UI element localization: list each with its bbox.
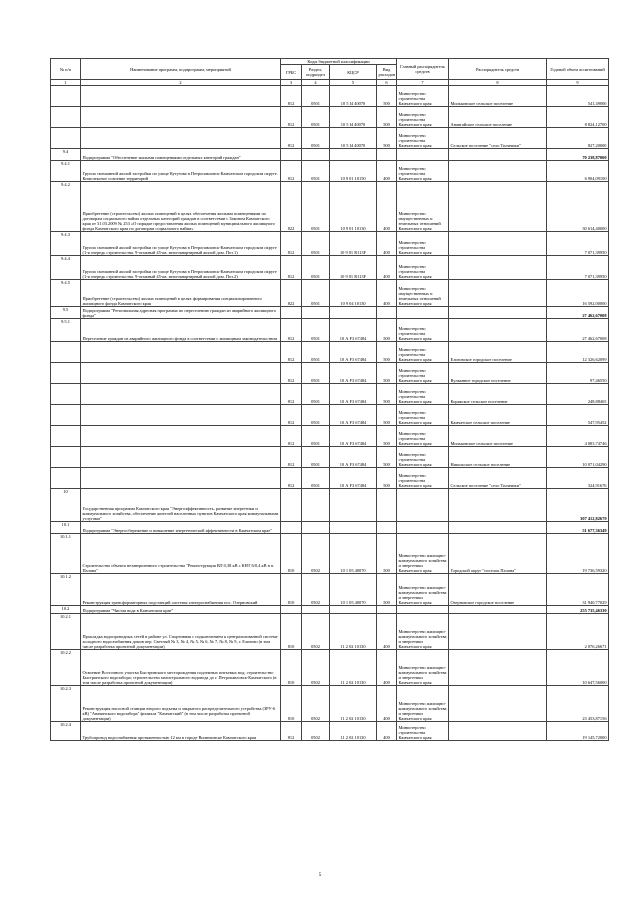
main-manager-cell: Министерство жилищно-коммунального хозяйства и энергетики Камчатского края xyxy=(397,686,449,722)
table-row xyxy=(51,280,609,307)
row-name: Группа смешанной жилой застройки по улице Кутузова в Петропавловск-Камчатском городском округе (1-я очередь строительства. 9-этажный 45-кв. многоквартирный жилой дом. Поз.1) xyxy=(81,232,281,256)
main-manager-cell: Министерство строительства Камчатского края xyxy=(397,161,449,182)
section-cell: 0501 xyxy=(302,342,330,363)
manager-cell: Вулканное городское поселение xyxy=(449,363,547,384)
table-row xyxy=(51,722,609,741)
manager-cell xyxy=(449,307,547,319)
expense-type-cell: 500 xyxy=(377,128,397,149)
expense-type-cell: 400 xyxy=(377,722,397,741)
expense-type-cell: 500 xyxy=(377,363,397,384)
row-name: Приобретение (строительство) жилых помещений в целях обеспечения жилыми помещениями по договорам социального найма отдельных категорий граждан в соответствии с Законом Камчатского края от 31.03.2009 № 253 «О порядке предоставления жилых помещений муниципального жилищного фонда Камчатского края по договорам социального найма» xyxy=(81,182,281,232)
table-row xyxy=(51,256,609,280)
ksr-cell: 10 9 01 R113F xyxy=(330,232,377,256)
row-number: 10.2.3 xyxy=(51,686,81,722)
main-manager-cell: Министерство строительства Камчатского края xyxy=(397,447,449,468)
row-name xyxy=(81,447,281,468)
grbs-cell: 810 xyxy=(281,534,302,574)
row-number: 10.2.4 xyxy=(51,722,81,741)
manager-cell: Мильковское сельское поселение xyxy=(449,86,547,107)
manager-cell xyxy=(449,489,547,522)
main-manager-cell: Министерство строительства Камчатского края xyxy=(397,722,449,741)
sum-cell: 255 735,46330 xyxy=(547,606,609,614)
sum-cell: 324,91676 xyxy=(547,468,609,489)
manager-cell: Озерновское городское поселение xyxy=(449,574,547,606)
manager-cell: Елизовское городское поселение xyxy=(449,342,547,363)
row-name xyxy=(81,107,281,128)
main-manager-cell: Министерство строительства Камчатского края xyxy=(397,107,449,128)
ksr-cell: 10 9 01 10130 xyxy=(330,182,377,232)
budget-table xyxy=(50,58,609,741)
grbs-cell: 812 xyxy=(281,447,302,468)
main-manager-cell: Министерство жилищно-коммунального хозяйства и энергетики Камчатского края xyxy=(397,650,449,686)
header-name: Наименование программ, подпрограмм, мероприятий xyxy=(81,59,281,80)
expense-type-cell: 500 xyxy=(377,447,397,468)
row-number: 9.5.1 xyxy=(51,319,81,342)
grbs-cell: 812 xyxy=(281,86,302,107)
manager-cell: Камчатское сельское поселение xyxy=(449,405,547,426)
ksr-cell: 10 9 04 10130 xyxy=(330,280,377,307)
manager-cell xyxy=(449,256,547,280)
sum-cell: 19 145,72000 xyxy=(547,722,609,741)
manager-cell xyxy=(449,722,547,741)
grbs-cell: 812 xyxy=(281,161,302,182)
row-number: 10.1 xyxy=(51,522,81,534)
expense-type-cell xyxy=(377,522,397,534)
table-row xyxy=(51,307,609,319)
section-cell: 0501 xyxy=(302,426,330,447)
ksr-cell xyxy=(330,606,377,614)
sum-cell: 27 462,67008 xyxy=(547,307,609,319)
ksr-cell: 10 А F3 67484 xyxy=(330,319,377,342)
expense-type-cell: 500 xyxy=(377,107,397,128)
sum-cell: 8 824,12700 xyxy=(547,107,609,128)
ksr-cell: 11 2 02 10130 xyxy=(330,614,377,650)
row-number: 9.4.3 xyxy=(51,232,81,256)
sum-cell: 2 076,26671 xyxy=(547,614,609,650)
section-cell: 0502 xyxy=(302,722,330,741)
grbs-cell xyxy=(281,606,302,614)
header-manager: Распорядитель средств xyxy=(449,59,547,80)
manager-cell: Сельское поселение "село Тиличики" xyxy=(449,128,547,149)
row-name: Подпрограмма "Чистая вода в Камчатском крае" xyxy=(81,606,281,614)
expense-type-cell: 400 xyxy=(377,686,397,722)
main-manager-cell: Министерство строительства Камчатского края xyxy=(397,86,449,107)
column-number: 2 xyxy=(81,80,281,86)
expense-type-cell: 500 xyxy=(377,468,397,489)
row-name: Трубопровод водоснабжения протяженностью 12 км в городе Вилючинске Камчатского края xyxy=(81,722,281,741)
section-cell xyxy=(302,606,330,614)
expense-type-cell xyxy=(377,489,397,522)
column-number: 4 xyxy=(302,80,330,86)
section-cell: 0502 xyxy=(302,534,330,574)
section-cell xyxy=(302,307,330,319)
ksr-cell: 11 2 02 10130 xyxy=(330,650,377,686)
grbs-cell: 812 xyxy=(281,468,302,489)
table-row xyxy=(51,128,609,149)
row-number xyxy=(51,86,81,107)
expense-type-cell: 400 xyxy=(377,650,397,686)
ksr-cell: 10 1 05 40070 xyxy=(330,574,377,606)
section-cell: 0502 xyxy=(302,650,330,686)
expense-type-cell: 500 xyxy=(377,342,397,363)
section-cell xyxy=(302,149,330,161)
table-row xyxy=(51,405,609,426)
sum-cell: 27 462,67008 xyxy=(547,319,609,342)
row-name: Реконструкция трансформаторных подстанций системы электроснабжения пос. Озерновский xyxy=(81,574,281,606)
section-cell: 0501 xyxy=(302,319,330,342)
row-name: Прокладка водопроводных сетей в районе ул. Спортивная с подключением к централизованной системе холодного водоснабжения домов пер. Светлый № 3, № 4, № 5, № 6, № 7, № 8, № 9, г. Елизово (в том числе разработка проектной документации) xyxy=(81,614,281,650)
main-manager-cell xyxy=(397,307,449,319)
table-row xyxy=(51,107,609,128)
row-number: 9.4.2 xyxy=(51,182,81,232)
ksr-cell xyxy=(330,307,377,319)
grbs-cell: 812 xyxy=(281,722,302,741)
expense-type-cell: 500 xyxy=(377,534,397,574)
sum-cell: 30 614,40000 xyxy=(547,182,609,232)
expense-type-cell xyxy=(377,149,397,161)
main-manager-cell xyxy=(397,606,449,614)
header-expense-type: Вид расходов xyxy=(377,65,397,80)
expense-type-cell: 500 xyxy=(377,405,397,426)
grbs-cell: 812 xyxy=(281,384,302,405)
manager-cell xyxy=(449,614,547,650)
sum-cell: 12 326,62099 xyxy=(547,342,609,363)
grbs-cell: 810 xyxy=(281,574,302,606)
column-number: 9 xyxy=(547,80,609,86)
sum-cell: 248,88465 xyxy=(547,384,609,405)
sum-cell: 7 071,39950 xyxy=(547,232,609,256)
main-manager-cell: Министерство строительства Камчатского края xyxy=(397,319,449,342)
main-manager-cell: Министерство строительства Камчатского края xyxy=(397,405,449,426)
manager-cell xyxy=(449,606,547,614)
manager-cell: Мильковское сельское поселение xyxy=(449,426,547,447)
manager-cell xyxy=(449,522,547,534)
sum-cell: 10 647,56000 xyxy=(547,650,609,686)
ksr-cell: 10 А F3 67484 xyxy=(330,426,377,447)
table-header xyxy=(51,59,609,86)
column-number: 7 xyxy=(397,80,449,86)
sum-cell: 19 736,59320 xyxy=(547,534,609,574)
column-number: 6 xyxy=(377,80,397,86)
section-cell: 0501 xyxy=(302,182,330,232)
table-row xyxy=(51,232,609,256)
expense-type-cell: 400 xyxy=(377,232,397,256)
column-number: 8 xyxy=(449,80,547,86)
ksr-cell: 10 9 01 R113F xyxy=(330,256,377,280)
grbs-cell: 812 xyxy=(281,319,302,342)
grbs-cell: 812 xyxy=(281,232,302,256)
row-number: 9.4.4 xyxy=(51,256,81,280)
section-cell: 0501 xyxy=(302,107,330,128)
grbs-cell xyxy=(281,522,302,534)
ksr-cell xyxy=(330,149,377,161)
section-cell: 0501 xyxy=(302,161,330,182)
manager-cell xyxy=(449,232,547,256)
table-row xyxy=(51,149,609,161)
row-name xyxy=(81,426,281,447)
row-number xyxy=(51,128,81,149)
manager-cell xyxy=(449,319,547,342)
row-name: Группа смешанной жилой застройки по улице Кутузова в Петропавловск-Камчатском городском округе (1-я очередь строительства. 9-этажный 45-кв. многоквартирный жилой дом. Поз.2) xyxy=(81,256,281,280)
section-cell: 0501 xyxy=(302,405,330,426)
table-row xyxy=(51,447,609,468)
expense-type-cell: 400 xyxy=(377,182,397,232)
sum-cell: 7 071,39950 xyxy=(547,256,609,280)
ksr-cell: 11 2 02 10130 xyxy=(330,722,377,741)
main-manager-cell: Министерство строительства Камчатского края xyxy=(397,232,449,256)
header-codes: Коды бюджетной классификации xyxy=(281,59,397,65)
row-name xyxy=(81,128,281,149)
sum-cell: 307 412,82679 xyxy=(547,489,609,522)
row-name: Государственная программа Камчатского края "Энергоэффективность, развитие энергетики и коммунального хозяйства, обеспечение жителей населенных пунктов Камчатского края коммунальными услугами" xyxy=(81,489,281,522)
ksr-cell: 10 А F3 67484 xyxy=(330,468,377,489)
expense-type-cell: 400 xyxy=(377,614,397,650)
expense-type-cell: 400 xyxy=(377,280,397,307)
grbs-cell: 812 xyxy=(281,256,302,280)
section-cell: 0502 xyxy=(302,686,330,722)
row-number: 9.4.1 xyxy=(51,161,81,182)
row-number: 9.4 xyxy=(51,149,81,161)
table-row xyxy=(51,614,609,650)
row-number xyxy=(51,405,81,426)
section-cell: 0501 xyxy=(302,256,330,280)
row-name: Подпрограмма "Региональная адресная программа по переселению граждан из аварийного жилищного фонда" xyxy=(81,307,281,319)
main-manager-cell xyxy=(397,149,449,161)
main-manager-cell: Министерство строительства Камчатского края xyxy=(397,426,449,447)
sum-cell: 97,46550 xyxy=(547,363,609,384)
row-number xyxy=(51,342,81,363)
table-row xyxy=(51,161,609,182)
manager-cell: Корякское сельское поселение xyxy=(449,384,547,405)
expense-type-cell xyxy=(377,307,397,319)
table-row xyxy=(51,686,609,722)
grbs-cell xyxy=(281,489,302,522)
section-cell: 0502 xyxy=(302,614,330,650)
main-manager-cell: Министерство жилищно-коммунального хозяйства и энергетики Камчатского края xyxy=(397,574,449,606)
manager-cell: Сельское поселение "село Тиличики" xyxy=(449,468,547,489)
main-manager-cell: Министерство строительства Камчатского края xyxy=(397,342,449,363)
ksr-cell: 10 А F3 67484 xyxy=(330,363,377,384)
main-manager-cell: Министерство строительства Камчатского края xyxy=(397,256,449,280)
expense-type-cell: 500 xyxy=(377,86,397,107)
main-manager-cell xyxy=(397,489,449,522)
table-row xyxy=(51,342,609,363)
row-name xyxy=(81,468,281,489)
ksr-cell xyxy=(330,489,377,522)
page-number: 5 xyxy=(318,873,322,878)
column-number: 5 xyxy=(330,80,377,86)
table-row xyxy=(51,534,609,574)
table-row xyxy=(51,468,609,489)
section-cell: 0501 xyxy=(302,128,330,149)
expense-type-cell xyxy=(377,606,397,614)
header-num: № п/п xyxy=(51,59,81,80)
table-row xyxy=(51,384,609,405)
grbs-cell: 812 xyxy=(281,363,302,384)
row-number: 10.2.2 xyxy=(51,650,81,686)
ksr-cell: 10 А F3 67484 xyxy=(330,405,377,426)
expense-type-cell: 500 xyxy=(377,384,397,405)
row-number xyxy=(51,107,81,128)
row-number: 9.4.5 xyxy=(51,280,81,307)
row-name: Группа смешанной жилой застройки по улице Кутузова в Петропавловск-Камчатском городском округе. Комплексное освоение территорий xyxy=(81,161,281,182)
ksr-cell: 10 5 I4 40070 xyxy=(330,128,377,149)
ksr-cell: 10 5 I4 40070 xyxy=(330,86,377,107)
header-ksr: КЦСР xyxy=(330,65,377,80)
grbs-cell: 810 xyxy=(281,650,302,686)
main-manager-cell: Министерство имущественных и земельных отношений Камчатского края xyxy=(397,280,449,307)
section-cell: 0501 xyxy=(302,468,330,489)
row-number: 10.1.2 xyxy=(51,574,81,606)
sum-cell: 70 238,87000 xyxy=(547,149,609,161)
section-cell: 0501 xyxy=(302,363,330,384)
section-cell: 0502 xyxy=(302,574,330,606)
ksr-cell: 10 9 01 10150 xyxy=(330,161,377,182)
table-row xyxy=(51,319,609,342)
row-name xyxy=(81,363,281,384)
row-number xyxy=(51,447,81,468)
main-manager-cell: Министерство жилищно-коммунального хозяйства и энергетики Камчатского края xyxy=(397,614,449,650)
table-row xyxy=(51,650,609,686)
main-manager-cell xyxy=(397,522,449,534)
grbs-cell: 822 xyxy=(281,182,302,232)
section-cell: 0501 xyxy=(302,280,330,307)
grbs-cell: 812 xyxy=(281,426,302,447)
manager-cell xyxy=(449,280,547,307)
main-manager-cell: Министерство строительства Камчатского края xyxy=(397,128,449,149)
sum-cell: 827,20000 xyxy=(547,128,609,149)
table-row xyxy=(51,363,609,384)
section-cell: 0501 xyxy=(302,384,330,405)
sum-cell: 51 677,36349 xyxy=(547,522,609,534)
main-manager-cell: Министерство жилищно-коммунального хозяйства и энергетики Камчатского края xyxy=(397,534,449,574)
grbs-cell: 822 xyxy=(281,280,302,307)
row-number xyxy=(51,363,81,384)
ksr-cell xyxy=(330,522,377,534)
row-name: Подпрограмма "Энергосбережение и повышение энергетической эффективности в Камчатском крае" xyxy=(81,522,281,534)
section-cell: 0501 xyxy=(302,86,330,107)
row-name xyxy=(81,86,281,107)
section-cell: 0501 xyxy=(302,447,330,468)
grbs-cell: 812 xyxy=(281,342,302,363)
expense-type-cell: 500 xyxy=(377,574,397,606)
row-number xyxy=(51,426,81,447)
table-row xyxy=(51,182,609,232)
table-row xyxy=(51,86,609,107)
row-number: 9.5 xyxy=(51,307,81,319)
column-number: 3 xyxy=(281,80,302,86)
expense-type-cell: 500 xyxy=(377,426,397,447)
sum-cell: 10 071,04290 xyxy=(547,447,609,468)
main-manager-cell: Министерство строительства Камчатского края xyxy=(397,468,449,489)
ksr-cell: 10 5 I4 40070 xyxy=(330,107,377,128)
row-name: Строительство объекта незавершенного строительства "Реконструкция ВЛ 0,38 кВ с КНТ 6/0,4 кВ в п. Палана" xyxy=(81,534,281,574)
table-row xyxy=(51,489,609,522)
grbs-cell: 810 xyxy=(281,686,302,722)
row-name xyxy=(81,384,281,405)
table-row xyxy=(51,522,609,534)
row-name: Реконструкция насосной станции второго подъема и закрытого распределительного устройства (ЗРУ-6 кВ) "Авачинского водозабора" филиала "Камчатский" (в том числе разработка проектной документации) xyxy=(81,686,281,722)
table-body xyxy=(51,86,609,741)
section-cell xyxy=(302,489,330,522)
ksr-cell: 11 2 02 10130 xyxy=(330,686,377,722)
grbs-cell xyxy=(281,307,302,319)
table-row xyxy=(51,426,609,447)
main-manager-cell: Министерство строительства Камчатского края xyxy=(397,363,449,384)
row-name: Переселение граждан из аварийного жилищного фонда в соответствии с жилищным законодательством xyxy=(81,319,281,342)
expense-type-cell: 500 xyxy=(377,319,397,342)
sum-cell: 23 453,87156 xyxy=(547,686,609,722)
sum-cell: 31 940,77029 xyxy=(547,574,609,606)
header-section: Раздел, подраздел xyxy=(302,65,330,80)
row-name: Подпрограмма "Обеспечение жилыми помещениями отдельных категорий граждан" xyxy=(81,149,281,161)
sum-cell: 541,49000 xyxy=(547,86,609,107)
row-name xyxy=(81,405,281,426)
row-name: Приобретение (строительство) жилых помещений в целях формирования специализированного жилищного фонда Камчатского края xyxy=(81,280,281,307)
ksr-cell: 10 А F3 67484 xyxy=(330,447,377,468)
grbs-cell xyxy=(281,149,302,161)
sum-cell: 547,95452 xyxy=(547,405,609,426)
manager-cell xyxy=(449,149,547,161)
ksr-cell: 10 А F3 67484 xyxy=(330,384,377,405)
row-number: 10.2 xyxy=(51,606,81,614)
column-number: 1 xyxy=(51,80,81,86)
manager-cell xyxy=(449,182,547,232)
expense-type-cell: 400 xyxy=(377,256,397,280)
manager-cell xyxy=(449,686,547,722)
header-grbs: ГРБС xyxy=(281,65,302,80)
row-number xyxy=(51,384,81,405)
manager-cell xyxy=(449,650,547,686)
expense-type-cell: 400 xyxy=(377,161,397,182)
grbs-cell: 810 xyxy=(281,614,302,650)
manager-cell xyxy=(449,161,547,182)
table-row xyxy=(51,574,609,606)
row-number: 10.1.1 xyxy=(51,534,81,574)
sum-cell: 6 904,09100 xyxy=(547,161,609,182)
table-row xyxy=(51,606,609,614)
manager-cell: Городской округ "поселок Палана" xyxy=(449,534,547,574)
section-cell: 0501 xyxy=(302,232,330,256)
row-number: 10 xyxy=(51,489,81,522)
grbs-cell: 812 xyxy=(281,405,302,426)
row-number: 10.2.1 xyxy=(51,614,81,650)
manager-cell: Никольское сельское поселение xyxy=(449,447,547,468)
sum-cell: 4 083,74746 xyxy=(547,426,609,447)
main-manager-cell: Министерство строительства Камчатского края xyxy=(397,384,449,405)
sum-cell: 16 592,00000 xyxy=(547,280,609,307)
manager-cell: Анавгайское сельское поселение xyxy=(449,107,547,128)
header-sum: Годовой объем ассигнований xyxy=(547,59,609,80)
section-cell xyxy=(302,522,330,534)
header-main-manager: Главный распорядитель средств xyxy=(397,59,449,80)
row-number xyxy=(51,468,81,489)
main-manager-cell: Министерство имущественных и земельных отношений Камчатского края xyxy=(397,182,449,232)
ksr-cell: 10 1 05 40070 xyxy=(330,534,377,574)
row-name: Освоение Восточного участка Быстринского месторождения подземных питьевых вод; строительство Быстринского водозабора; строительство магистрального водовода до г. Петропавловск-Камчатского (в том числе разработка проектной документации) xyxy=(81,650,281,686)
grbs-cell: 812 xyxy=(281,128,302,149)
grbs-cell: 812 xyxy=(281,107,302,128)
ksr-cell: 10 А F3 67484 xyxy=(330,342,377,363)
row-name xyxy=(81,342,281,363)
